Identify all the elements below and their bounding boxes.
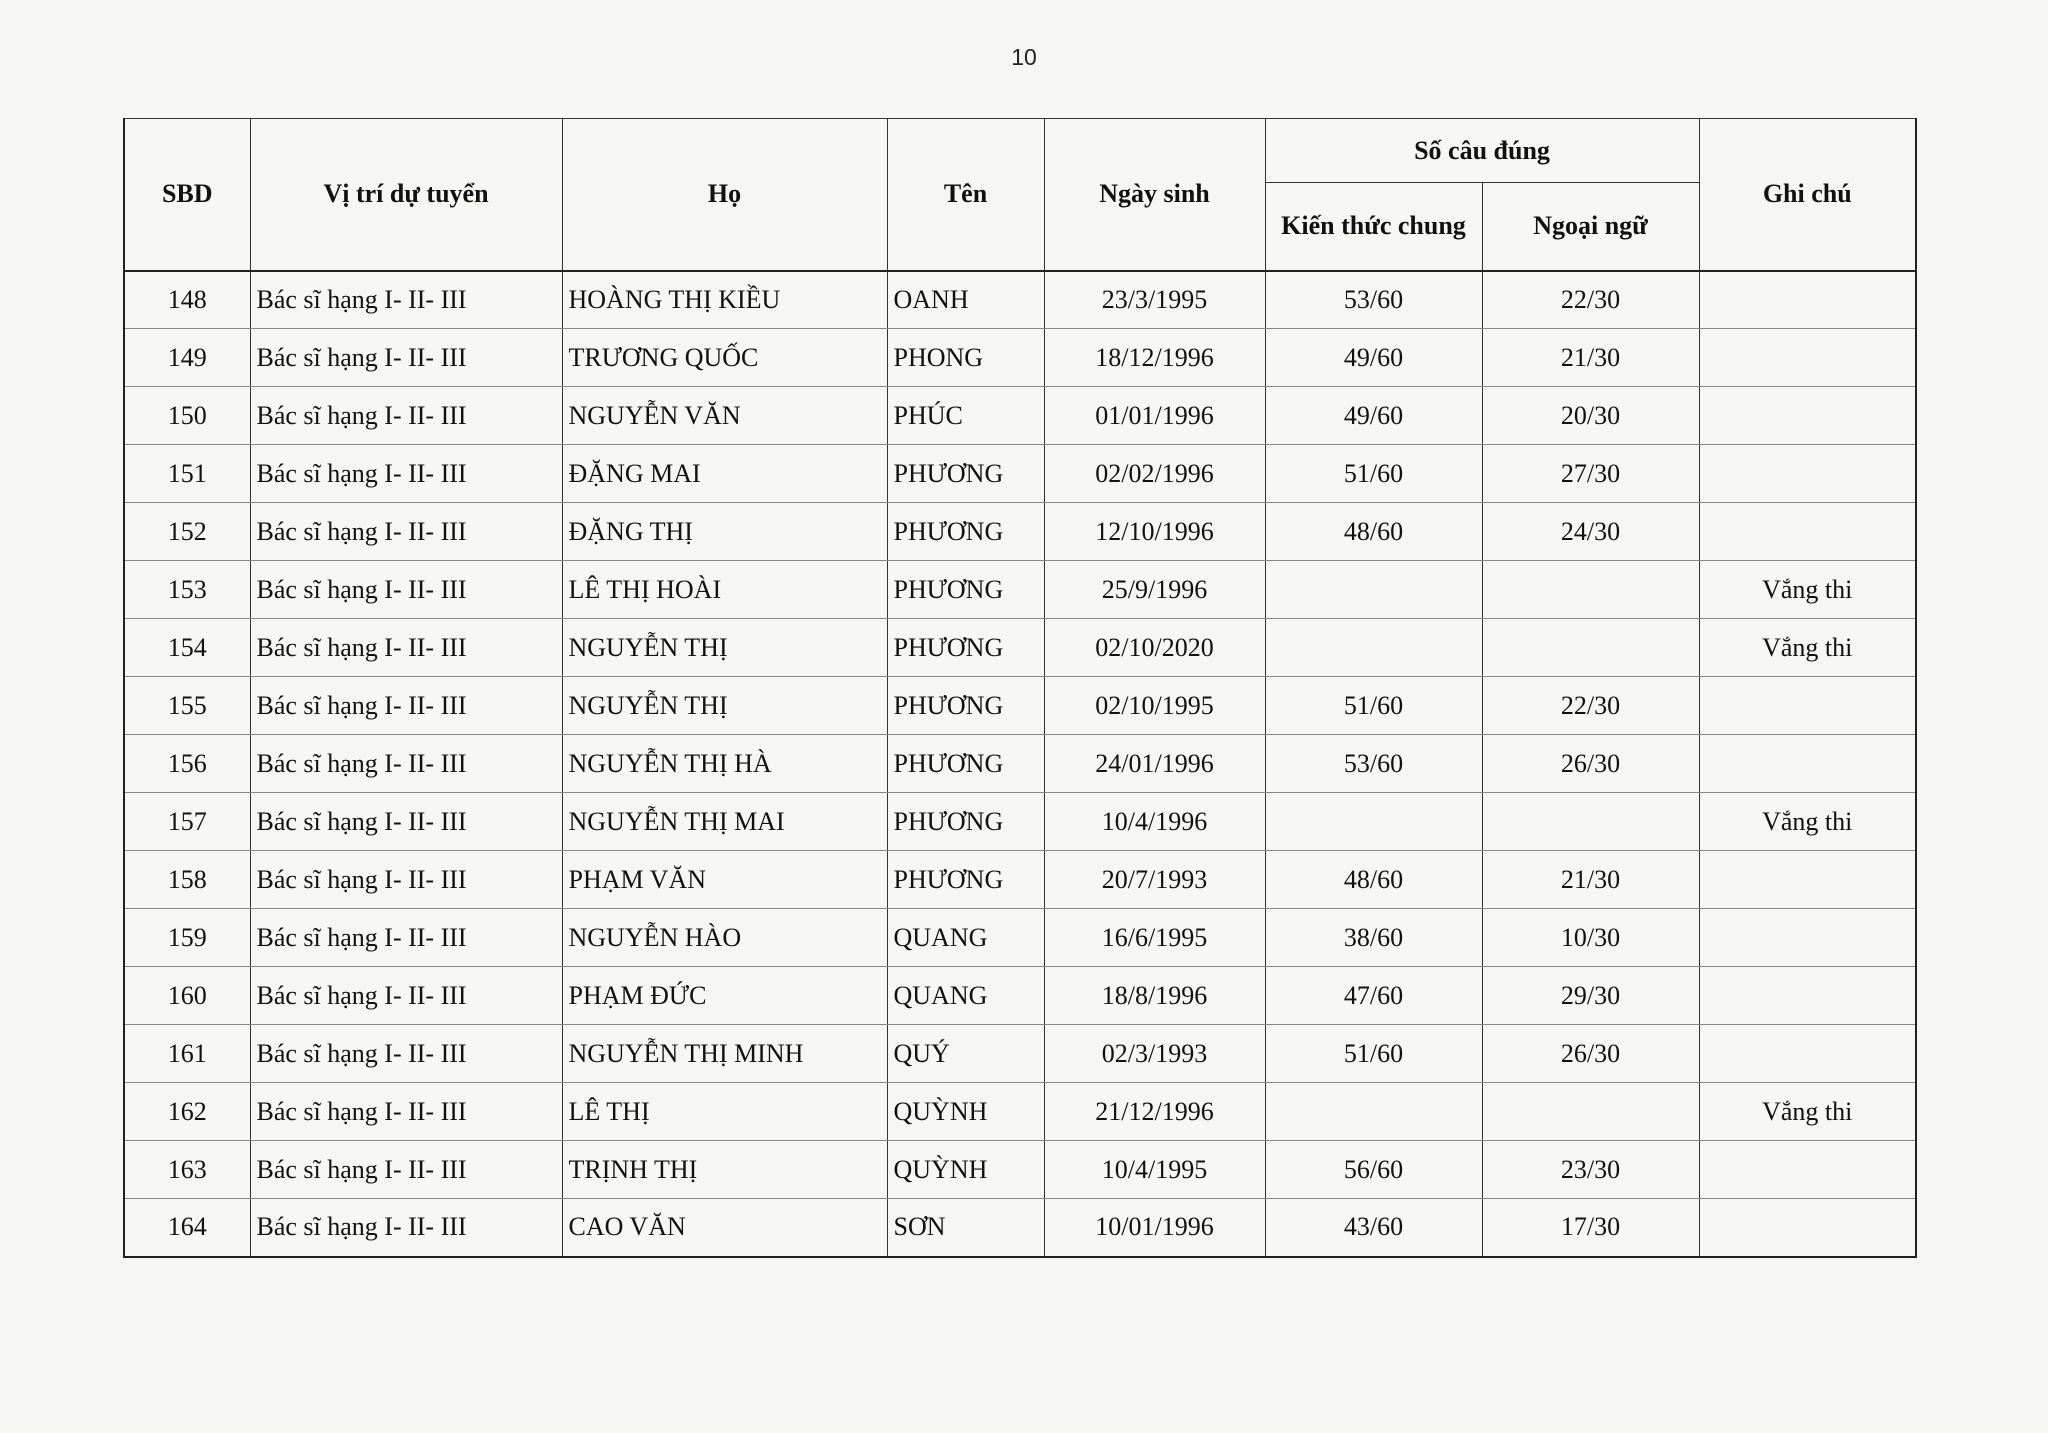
cell-general-knowledge: 48/60 (1265, 503, 1482, 561)
cell-dob: 10/4/1995 (1044, 1141, 1265, 1199)
cell-sbd: 157 (124, 793, 250, 851)
cell-dob: 02/10/2020 (1044, 619, 1265, 677)
cell-foreign-language: 21/30 (1482, 329, 1699, 387)
cell-surname: LÊ THỊ HOÀI (562, 561, 887, 619)
cell-note (1699, 329, 1916, 387)
cell-dob: 12/10/1996 (1044, 503, 1265, 561)
cell-note (1699, 1199, 1916, 1257)
table-row (124, 851, 1916, 909)
cell-dob: 20/7/1993 (1044, 851, 1265, 909)
cell-dob: 10/4/1996 (1044, 793, 1265, 851)
cell-name: PHƯƠNG (887, 677, 1044, 735)
cell-dob: 21/12/1996 (1044, 1083, 1265, 1141)
cell-sbd: 158 (124, 851, 250, 909)
cell-foreign-language (1482, 1083, 1699, 1141)
cell-note (1699, 735, 1916, 793)
cell-general-knowledge: 43/60 (1265, 1199, 1482, 1257)
cell-sbd: 152 (124, 503, 250, 561)
cell-name: QUỲNH (887, 1141, 1044, 1199)
table-row (124, 387, 1916, 445)
cell-name: QUỲNH (887, 1083, 1044, 1141)
header-foreign-language: Ngoại ngữ (1482, 183, 1699, 271)
table-row (124, 445, 1916, 503)
header-correct-answers: Số câu đúng (1265, 119, 1699, 183)
table-row (124, 967, 1916, 1025)
cell-sbd: 160 (124, 967, 250, 1025)
cell-foreign-language (1482, 619, 1699, 677)
table-row (124, 619, 1916, 677)
cell-general-knowledge (1265, 1083, 1482, 1141)
cell-surname: TRỊNH THỊ (562, 1141, 887, 1199)
cell-foreign-language (1482, 793, 1699, 851)
cell-sbd: 164 (124, 1199, 250, 1257)
cell-name: PHƯƠNG (887, 851, 1044, 909)
cell-sbd: 150 (124, 387, 250, 445)
cell-position: Bác sĩ hạng I- II- III (250, 1141, 562, 1199)
cell-name: PHƯƠNG (887, 445, 1044, 503)
cell-position: Bác sĩ hạng I- II- III (250, 967, 562, 1025)
cell-foreign-language: 23/30 (1482, 1141, 1699, 1199)
cell-surname: NGUYỄN THỊ HÀ (562, 735, 887, 793)
cell-foreign-language: 29/30 (1482, 967, 1699, 1025)
cell-sbd: 148 (124, 271, 250, 329)
table-row (124, 1141, 1916, 1199)
cell-position: Bác sĩ hạng I- II- III (250, 1083, 562, 1141)
table-row (124, 329, 1916, 387)
table-row (124, 271, 1916, 329)
table-row (124, 909, 1916, 967)
cell-position: Bác sĩ hạng I- II- III (250, 735, 562, 793)
cell-note (1699, 677, 1916, 735)
header-position: Vị trí dự tuyển (250, 119, 562, 271)
cell-foreign-language: 22/30 (1482, 677, 1699, 735)
cell-sbd: 154 (124, 619, 250, 677)
header-dob: Ngày sinh (1044, 119, 1265, 271)
cell-sbd: 149 (124, 329, 250, 387)
cell-sbd: 163 (124, 1141, 250, 1199)
cell-position: Bác sĩ hạng I- II- III (250, 329, 562, 387)
cell-note: Vắng thi (1699, 619, 1916, 677)
table-header (124, 119, 1916, 271)
cell-position: Bác sĩ hạng I- II- III (250, 387, 562, 445)
cell-sbd: 159 (124, 909, 250, 967)
cell-surname: NGUYỄN HÀO (562, 909, 887, 967)
cell-general-knowledge: 47/60 (1265, 967, 1482, 1025)
cell-general-knowledge: 51/60 (1265, 677, 1482, 735)
cell-name: SƠN (887, 1199, 1044, 1257)
cell-name: OANH (887, 271, 1044, 329)
cell-dob: 01/01/1996 (1044, 387, 1265, 445)
cell-note: Vắng thi (1699, 793, 1916, 851)
cell-position: Bác sĩ hạng I- II- III (250, 619, 562, 677)
cell-general-knowledge: 51/60 (1265, 1025, 1482, 1083)
cell-name: PHƯƠNG (887, 503, 1044, 561)
cell-position: Bác sĩ hạng I- II- III (250, 793, 562, 851)
table-row (124, 1199, 1916, 1257)
cell-dob: 02/02/1996 (1044, 445, 1265, 503)
table-row (124, 1025, 1916, 1083)
cell-foreign-language: 10/30 (1482, 909, 1699, 967)
table-row (124, 677, 1916, 735)
cell-note (1699, 1025, 1916, 1083)
cell-surname: HOÀNG THỊ KIỀU (562, 271, 887, 329)
cell-foreign-language: 21/30 (1482, 851, 1699, 909)
cell-surname: NGUYỄN THỊ MAI (562, 793, 887, 851)
cell-general-knowledge: 49/60 (1265, 329, 1482, 387)
cell-surname: CAO VĂN (562, 1199, 887, 1257)
cell-position: Bác sĩ hạng I- II- III (250, 561, 562, 619)
cell-position: Bác sĩ hạng I- II- III (250, 271, 562, 329)
header-sbd: SBD (124, 119, 250, 271)
cell-sbd: 156 (124, 735, 250, 793)
cell-surname: NGUYỄN THỊ (562, 677, 887, 735)
cell-position: Bác sĩ hạng I- II- III (250, 1199, 562, 1257)
cell-sbd: 151 (124, 445, 250, 503)
header-name: Tên (887, 119, 1044, 271)
cell-sbd: 155 (124, 677, 250, 735)
cell-note (1699, 1141, 1916, 1199)
cell-note (1699, 271, 1916, 329)
cell-dob: 10/01/1996 (1044, 1199, 1265, 1257)
cell-general-knowledge: 53/60 (1265, 735, 1482, 793)
cell-name: PHƯƠNG (887, 561, 1044, 619)
cell-name: QUÝ (887, 1025, 1044, 1083)
cell-note: Vắng thi (1699, 561, 1916, 619)
results-table (123, 118, 1917, 1258)
table-row (124, 1083, 1916, 1141)
cell-surname: PHẠM VĂN (562, 851, 887, 909)
cell-surname: LÊ THỊ (562, 1083, 887, 1141)
table-row (124, 503, 1916, 561)
cell-general-knowledge: 48/60 (1265, 851, 1482, 909)
cell-surname: PHẠM ĐỨC (562, 967, 887, 1025)
cell-general-knowledge: 51/60 (1265, 445, 1482, 503)
cell-surname: NGUYỄN THỊ (562, 619, 887, 677)
cell-dob: 25/9/1996 (1044, 561, 1265, 619)
cell-general-knowledge (1265, 793, 1482, 851)
cell-surname: NGUYỄN VĂN (562, 387, 887, 445)
cell-foreign-language: 20/30 (1482, 387, 1699, 445)
table-body (124, 271, 1916, 1257)
cell-foreign-language: 17/30 (1482, 1199, 1699, 1257)
cell-name: PHƯƠNG (887, 735, 1044, 793)
cell-surname: ĐẶNG THỊ (562, 503, 887, 561)
cell-foreign-language: 22/30 (1482, 271, 1699, 329)
cell-surname: NGUYỄN THỊ MINH (562, 1025, 887, 1083)
cell-general-knowledge: 56/60 (1265, 1141, 1482, 1199)
cell-foreign-language: 27/30 (1482, 445, 1699, 503)
cell-foreign-language: 26/30 (1482, 735, 1699, 793)
cell-foreign-language (1482, 561, 1699, 619)
cell-note (1699, 387, 1916, 445)
header-general-knowledge: Kiến thức chung (1265, 183, 1482, 271)
cell-position: Bác sĩ hạng I- II- III (250, 503, 562, 561)
cell-position: Bác sĩ hạng I- II- III (250, 851, 562, 909)
cell-note (1699, 445, 1916, 503)
cell-general-knowledge (1265, 561, 1482, 619)
cell-dob: 16/6/1995 (1044, 909, 1265, 967)
cell-name: PHƯƠNG (887, 619, 1044, 677)
cell-general-knowledge: 49/60 (1265, 387, 1482, 445)
cell-dob: 02/10/1995 (1044, 677, 1265, 735)
header-surname: Họ (562, 119, 887, 271)
cell-general-knowledge: 38/60 (1265, 909, 1482, 967)
page-number: 10 (1011, 44, 1037, 70)
cell-position: Bác sĩ hạng I- II- III (250, 677, 562, 735)
cell-name: QUANG (887, 967, 1044, 1025)
cell-position: Bác sĩ hạng I- II- III (250, 1025, 562, 1083)
cell-name: PHONG (887, 329, 1044, 387)
cell-dob: 02/3/1993 (1044, 1025, 1265, 1083)
cell-name: PHÚC (887, 387, 1044, 445)
cell-general-knowledge: 53/60 (1265, 271, 1482, 329)
cell-sbd: 162 (124, 1083, 250, 1141)
cell-dob: 18/8/1996 (1044, 967, 1265, 1025)
table-row (124, 561, 1916, 619)
cell-position: Bác sĩ hạng I- II- III (250, 445, 562, 503)
cell-note (1699, 503, 1916, 561)
cell-sbd: 153 (124, 561, 250, 619)
cell-general-knowledge (1265, 619, 1482, 677)
cell-dob: 18/12/1996 (1044, 329, 1265, 387)
table-row (124, 793, 1916, 851)
cell-name: QUANG (887, 909, 1044, 967)
cell-note: Vắng thi (1699, 1083, 1916, 1141)
cell-sbd: 161 (124, 1025, 250, 1083)
cell-note (1699, 851, 1916, 909)
cell-name: PHƯƠNG (887, 793, 1044, 851)
table-row (124, 735, 1916, 793)
cell-dob: 23/3/1995 (1044, 271, 1265, 329)
cell-surname: TRƯƠNG QUỐC (562, 329, 887, 387)
cell-surname: ĐẶNG MAI (562, 445, 887, 503)
cell-foreign-language: 26/30 (1482, 1025, 1699, 1083)
cell-dob: 24/01/1996 (1044, 735, 1265, 793)
cell-note (1699, 909, 1916, 967)
cell-note (1699, 967, 1916, 1025)
cell-position: Bác sĩ hạng I- II- III (250, 909, 562, 967)
cell-foreign-language: 24/30 (1482, 503, 1699, 561)
header-note: Ghi chú (1699, 119, 1916, 271)
